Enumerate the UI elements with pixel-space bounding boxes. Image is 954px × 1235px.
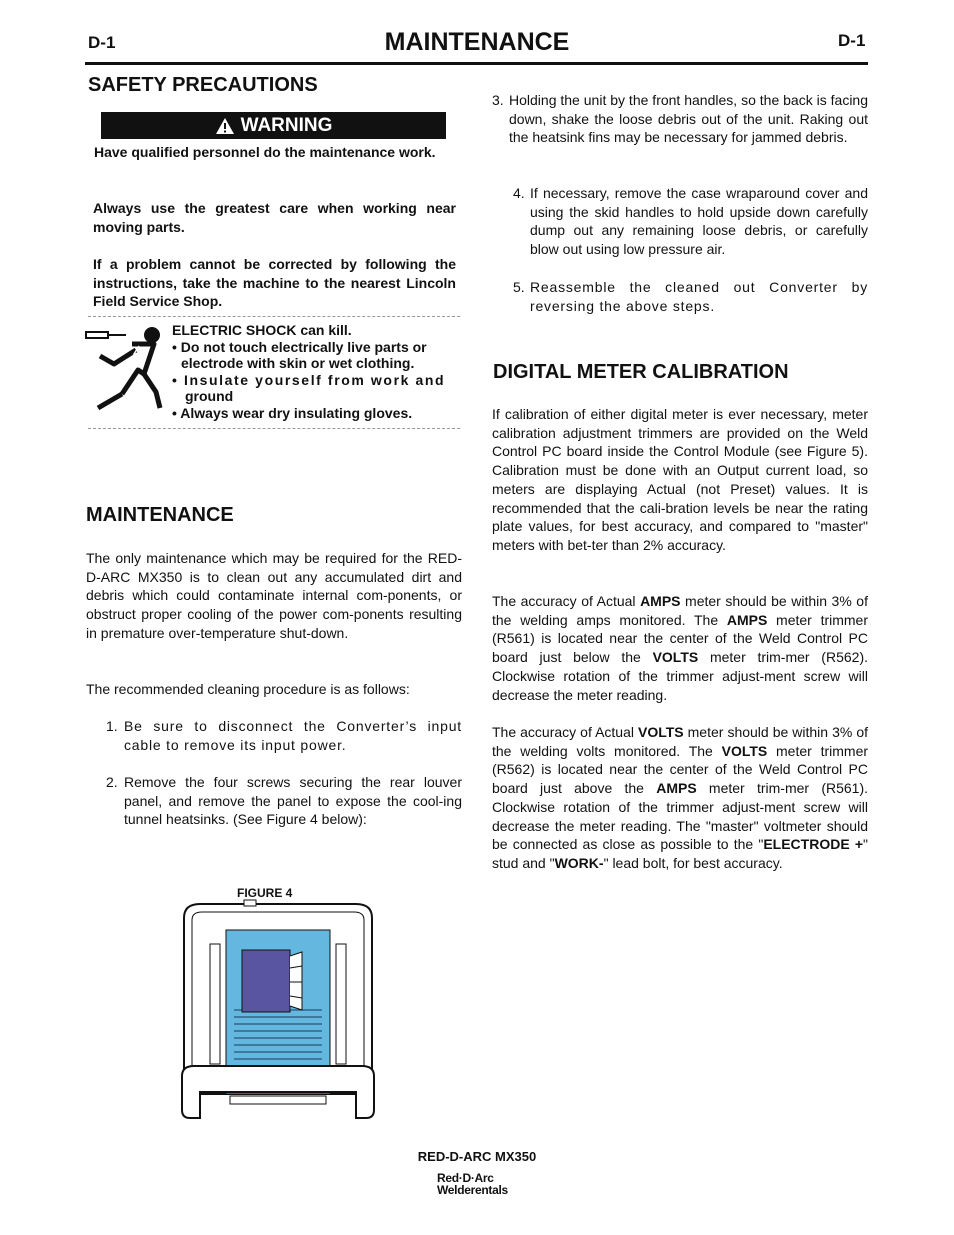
logo-line-2: Welderentals — [437, 1183, 508, 1197]
step-3-text: Holding the unit by the front handles, so the back is facing down, shake the loose debris out of the unit. Raking out the heatsink fins may be necessary for jammed debris. — [509, 92, 868, 146]
step-2-number: 2. — [106, 774, 118, 790]
warning-triangle-icon — [215, 117, 235, 135]
calibration-paragraph-3: The accuracy of Actual VOLTS meter should be within 3% of the welding volts monitored. The VOLTS meter trimmer (R562) is located near the center of the Weld Control PC board just above the AMPS meter trim-mer (R561). Clockwise rotation of the trimmer adjust-ment screw will decrease the meter reading. The "master" voltmeter should be connected as close as possible to the "ELECTRODE +" stud and "WORK-" lead bolt, for best accuracy. — [492, 724, 869, 871]
warning-label: WARNING — [240, 114, 333, 136]
divider-bottom — [88, 428, 460, 429]
shock-item-1: • Do not touch electrically live parts or — [172, 338, 427, 355]
shock-item-2: • Insulate yourself from work and — [172, 371, 446, 388]
step-1 — [106, 717, 462, 754]
step-2 — [106, 773, 462, 829]
step-4-number: 4. — [513, 185, 525, 201]
shock-item-1-cont: electrode with skin or wet clothing. — [181, 355, 415, 371]
shock-warning-block — [172, 322, 464, 421]
figure-caption: FIGURE 4 — [237, 886, 293, 900]
step-3-number: 3. — [492, 92, 504, 108]
figure-4-converter-rear-view — [174, 898, 382, 1120]
shock-item-2-cont: ground — [185, 388, 234, 404]
page-title: MAINTENANCE — [384, 28, 570, 56]
page-code-left: D-1 — [88, 33, 116, 52]
step-5-number: 5. — [513, 279, 525, 295]
safety-paragraph-2: Always use the greatest care when working near moving parts. — [93, 200, 456, 235]
page-code-right: D-1 — [838, 31, 866, 50]
step-4 — [513, 184, 868, 259]
electric-shock-icon — [84, 322, 164, 414]
calibration-paragraph-2: The accuracy of Actual AMPS meter should be within 3% of the welding amps monitored. The AMPS meter trimmer (R561) is located near the center of the Weld Control PC board just below the VOLTS meter trim-mer (R562). Clockwise rotation of the trimmer adjust-ment screw will decrease the meter reading. — [492, 593, 868, 703]
maintenance-heading: MAINTENANCE — [86, 504, 234, 526]
step-1-text: Be sure to disconnect the Converter’s input cable to remove its input power. — [124, 718, 462, 753]
maintenance-intro: The only maintenance which may be required for the RED-D-ARC MX350 is to clean out any accumulated dirt and debris which could contaminate internal com-ponents, or obstruct proper cooling of the power com-ponents resulting in premature over-temperature shut-down. — [86, 550, 462, 641]
step-5 — [513, 278, 868, 315]
step-4-text: If necessary, remove the case wraparound cover and using the skid handles to hold upside down carefully dump out any remaining loose debris, or carefully blow out using low pressure air. — [530, 185, 868, 258]
safety-paragraph-1: Have qualified personnel do the maintenance work. — [94, 144, 436, 160]
step-2-text: Remove the four screws securing the rear louver panel, and remove the panel to expose the cool-ing tunnel heatsinks. (See Figure 4 below): — [124, 774, 462, 828]
shock-item-3: • Always wear dry insulating gloves. — [172, 404, 413, 421]
header-rule — [85, 62, 868, 65]
redarc-logo — [437, 1172, 508, 1196]
step-3 — [492, 91, 868, 147]
procedure-intro: The recommended cleaning procedure is as follows: — [86, 681, 410, 697]
footer-model: RED-D-ARC MX350 — [417, 1149, 537, 1164]
divider-top — [88, 316, 460, 317]
calibration-paragraph-1: If calibration of either digital meter is ever necessary, meter calibration adjustment trimmers are provided on the Weld Control PC board inside the Control Module (see Figure 5). Calibration must be done with an Output current load, so meters are displaying Actual (not Preset) values. It is recommended that the cali-bration levels be near the rating plate values, for best accuracy, and compared to "master" meters with bet-ter than 2% accuracy. — [492, 406, 868, 553]
step-1-number: 1. — [106, 718, 118, 734]
safety-paragraph-3: If a problem cannot be corrected by following the instructions, take the machine to the nearest Lincoln Field Service Shop. — [93, 256, 456, 309]
shock-title: ELECTRIC SHOCK can kill. — [172, 322, 352, 338]
safety-heading: SAFETY PRECAUTIONS — [88, 74, 318, 96]
logo-line-1: Red·D·Arc — [437, 1171, 494, 1185]
step-5-text: Reassemble the cleaned out Converter by reversing the above steps. — [530, 279, 868, 314]
calibration-heading: DIGITAL METER CALIBRATION — [493, 361, 789, 383]
warning-banner — [101, 112, 446, 139]
